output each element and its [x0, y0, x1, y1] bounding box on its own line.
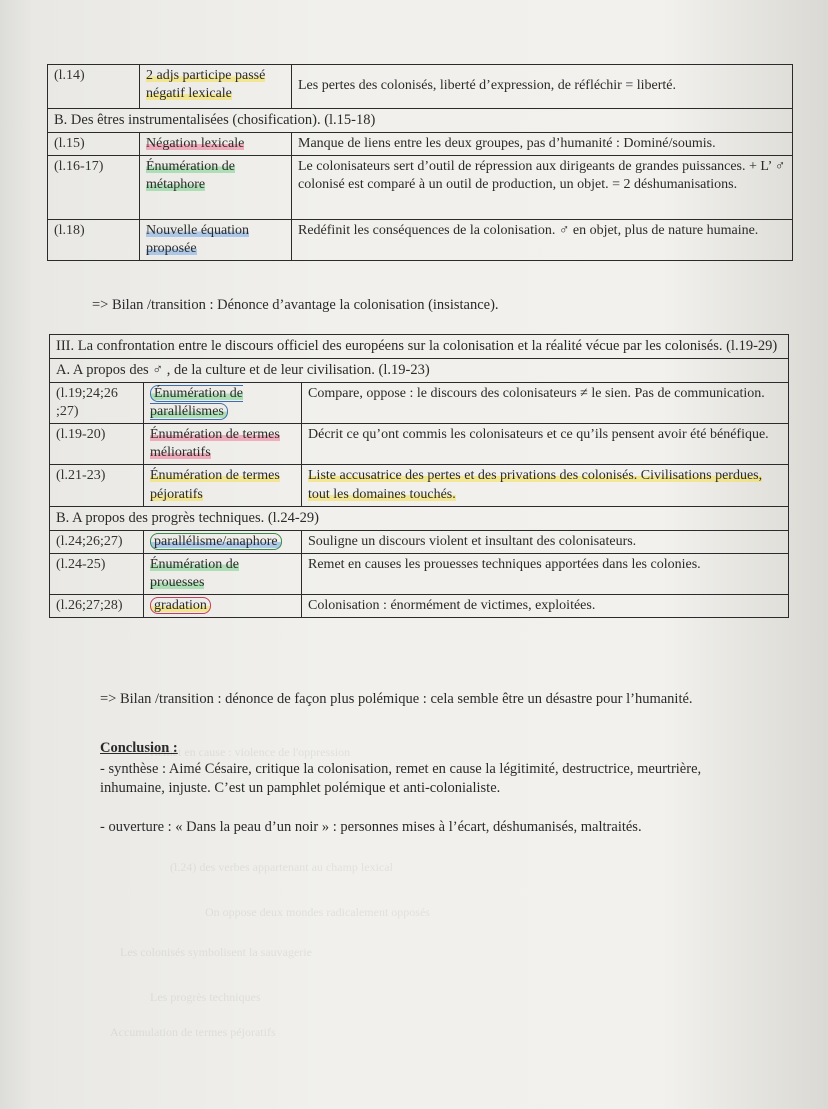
- stylistic-device: [144, 382, 302, 423]
- analysis-text: Souligne un discours violent et insultant des colonisateurs.: [308, 533, 637, 549]
- bilan-transition-1: => Bilan /transition : Dénonce d’avantage la colonisation (insistance).: [92, 297, 499, 313]
- analysis-text: Le colonisateurs sert d’outil de répression aux dirigeants de grandes puissances. + L’ ♂ colonisé est comparé à un outil de production, un objet. = 2 déshumanisations.: [298, 159, 786, 193]
- analysis-cell: [292, 132, 793, 155]
- conclusion-ouverture: - ouverture : « Dans la peau d’un noir » : personnes mises à l’écart, déshumanisés, maltraités.: [100, 819, 642, 835]
- device-text: Énumération de parallélismes: [150, 385, 244, 419]
- device-text: gradation: [150, 597, 211, 614]
- device-text: Énumération de termes mélioratifs: [150, 427, 280, 461]
- stylistic-device: [140, 220, 292, 261]
- stylistic-device: [144, 553, 302, 594]
- device-text: Énumération de prouesses: [150, 556, 240, 591]
- line-ref: (l.24;26;27): [50, 530, 144, 553]
- table-row: [50, 595, 789, 618]
- line-ref: (l.21-23): [50, 465, 144, 506]
- device-text: Énumération de métaphore: [146, 159, 236, 193]
- analysis-cell: [302, 424, 789, 465]
- line-ref: (l.19-20): [50, 424, 144, 465]
- stylistic-device: [140, 156, 292, 220]
- line-ref: (l.16-17): [48, 156, 140, 220]
- analysis-cell: [292, 65, 793, 109]
- analysis-text: Colonisation : énormément de victimes, exploitées.: [308, 598, 596, 614]
- line-ref: (l.14): [48, 65, 140, 109]
- table-row: [50, 553, 789, 594]
- analysis-text: Compare, oppose : le discours des colonisateurs ≠ le sien. Pas de communication.: [308, 385, 765, 401]
- table-row: [50, 424, 789, 465]
- device-text: Énumération de termes péjoratifs: [150, 468, 280, 502]
- table-row: [48, 65, 793, 109]
- section-row: [48, 109, 793, 133]
- line-ref: (l.15): [48, 132, 140, 155]
- analysis-text: Les pertes des colonisés, liberté d’expression, de réfléchir = liberté.: [298, 78, 676, 94]
- analysis-text: Liste accusatrice des pertes et des privations des colonisés. Civilisations perdues, tout les domaines touchés.: [308, 468, 763, 502]
- line-ref: (l.19;24;26 ;27): [50, 382, 144, 423]
- stylistic-device: [144, 595, 302, 618]
- device-text: Négation lexicale: [146, 135, 245, 151]
- bilan-transition-2: => Bilan /transition : dénonce de façon plus polémique : cela semble être un désastre pour l’humanité.: [100, 691, 693, 707]
- stylistic-device: [144, 424, 302, 465]
- analysis-text: Redéfinit les conséquences de la colonisation. ♂ en objet, plus de nature humaine.: [298, 223, 759, 239]
- table-row: [50, 465, 789, 506]
- table-row: [50, 382, 789, 423]
- device-text: Nouvelle équation proposée: [146, 223, 250, 257]
- table-row: [48, 220, 793, 261]
- stylistic-device: [144, 530, 302, 553]
- table-row: [50, 530, 789, 553]
- conclusion-title: Conclusion :: [100, 740, 178, 756]
- line-ref: (l.18): [48, 220, 140, 261]
- analysis-text: Remet en causes les prouesses techniques apportées dans les colonies.: [308, 556, 701, 572]
- section-heading: B. Des êtres instrumentalisées (chosification). (l.15-18): [48, 109, 793, 133]
- section-heading: III. La confrontation entre le discours officiel des européens sur la colonisation et la réalité vécue par les colonisés. (l.19-29): [50, 335, 789, 359]
- subsection-heading: A. A propos des ♂ , de la culture et de leur civilisation. (l.19-23): [50, 358, 789, 382]
- analysis-text: Décrit ce qu’ont commis les colonisateurs et ce qu’ils pensent avoir été bénéfique.: [308, 427, 769, 443]
- section-row: [50, 335, 789, 359]
- analysis-cell: [292, 220, 793, 261]
- device-text: parallélisme/anaphore: [150, 533, 282, 550]
- table-row: [48, 132, 793, 155]
- section-row: [50, 358, 789, 382]
- analysis-cell: [302, 595, 789, 618]
- analysis-table-part-2: [47, 64, 793, 261]
- analysis-cell: [302, 553, 789, 594]
- document-page: Remet en cause : violence de l'oppression (l.24) des verbes appartenant au champ lexical On oppose deux mondes radicalement opposés Les colonisés symbolisent la sauvagerie Les progrès techniques Accumulation de termes péjoratifs (l.14) 2 adjs participe passé négatif lexicale Les pertes des colonisés, liberté d’expression, de réfléchir = liberté. B. Des êtres instrumentalisées (chosification). (l.15-18) (l.15) Négation lexicale Manque de liens entre les deux groupes, pas d’humanité : Dominé/soumis. (l.16-17) Énumération de métaphore Le colonisateurs sert d’outil de répression aux dirigeants de grandes puissances. + L’ ♂ colonisé est comparé à un outil de production, un objet. = 2 déshumanisations. (l.18) Nouvelle équation proposée Redéfinit les conséquences de la colonisation. ♂ en objet, plus de nature humaine. => Bilan /transition : Dénonce d’avantage la colonisation (insistance). III. La confrontation entre le discours officiel des européens sur la colonisation et la réalité vécue par les colonisés. (l.19-29) A. A propos des ♂ , de la culture et de leur civilisation. (l.19-23) (l.19;24;26 ;27) Énumération de parallélismes Compare, oppose : le discours des colonisateurs ≠ le sien. Pas de communication. (l.19-20) Énumération de termes mélioratifs Décrit ce qu’ont commis les colonisateurs et ce qu’ils pensent avoir été bénéfique. (l.21-23) Énumération de termes péjoratifs Liste accusatrice des pertes et des privations des colonisés. Civilisations perdues, tout les domaines touchés. B. A propos des progrès techniques. (l.24-29) (l.24;26;27) parallélisme/anaphore Souligne un discours violent et insultant des colonisateurs. (l.24-25) Énumération de prouesses Remet en causes les prouesses techniques apportées dans les colonies. (l.26;27;28) gradation Colonisation : énormément de victimes, exploitées. => Bilan /transition : dénonce de façon plus polémique : cela semble être un désastre pour l’humanité. Conclusion : - synthèse : Aimé Césaire, critique la colonisation, remet en cause la légitimité, destructrice, meurtrière, inhumaine, injuste. C’est un pamphlet polémique et anti-colonialiste. - ouverture : « Dans la peau d’un noir » : personnes mises à l’écart, déshumanisés, maltraités.: [0, 0, 828, 1109]
- analysis-cell: [302, 382, 789, 423]
- analysis-table-part-3: [49, 334, 789, 618]
- device-text: 2 adjs participe passé négatif lexicale: [146, 68, 266, 102]
- section-row: [50, 506, 789, 530]
- stylistic-device: [144, 465, 302, 506]
- analysis-cell: [292, 156, 793, 220]
- stylistic-device: [140, 65, 292, 109]
- conclusion-synthese: - synthèse : Aimé Césaire, critique la colonisation, remet en cause la légitimité, destructrice, meurtrière, inhumaine, injuste. C’est un pamphlet polémique et anti-colonialiste.: [100, 761, 702, 796]
- line-ref: (l.26;27;28): [50, 595, 144, 618]
- subsection-heading: B. A propos des progrès techniques. (l.24-29): [50, 506, 789, 530]
- line-ref: (l.24-25): [50, 553, 144, 594]
- stylistic-device: [140, 132, 292, 155]
- analysis-cell: [302, 465, 789, 506]
- analysis-cell: [302, 530, 789, 553]
- analysis-text: Manque de liens entre les deux groupes, pas d’humanité : Dominé/soumis.: [298, 135, 716, 151]
- table-row: [48, 156, 793, 220]
